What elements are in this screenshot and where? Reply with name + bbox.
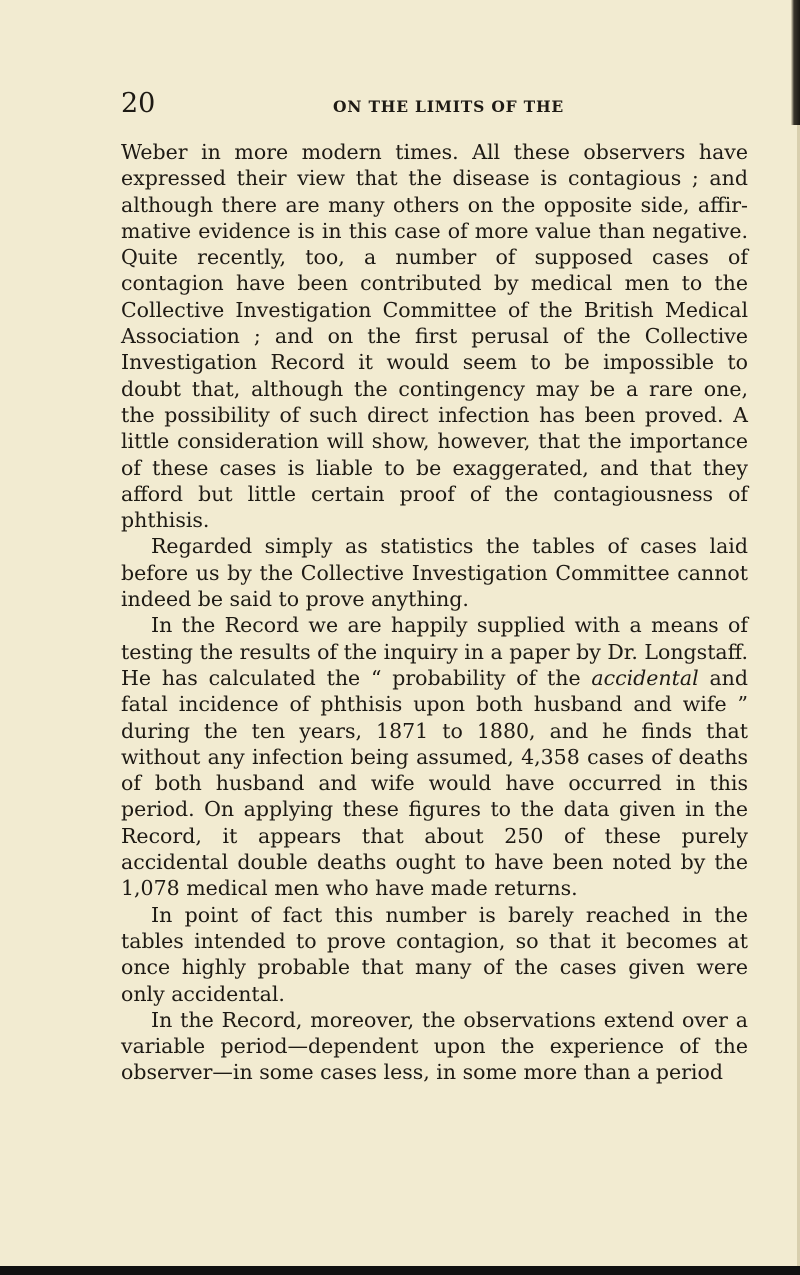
- page-header: [0, 86, 800, 126]
- paragraph-3: [121, 612, 748, 901]
- page-number: 20: [121, 88, 156, 119]
- bottom-edge: [0, 1266, 800, 1275]
- paragraph-2: Regarded simply as statistics the tables of cases laid before us by the Collective Investigation Committee cannot indeed be said to prove anything.: [121, 534, 748, 612]
- paragraph-5: In the Record, moreover, the observations extend over a variable period—dependent upon the experience of the observer—in some cases less, in some more than a period: [121, 1007, 748, 1085]
- paragraph-4: In point of fact this number is barely reached in the tables intended to prove contagion, so that it becomes at once highly probable that many of the cases given were only accidental.: [121, 902, 748, 1006]
- body-text: [121, 139, 748, 1086]
- paragraph-3-start: In the Record we are happily supplied with a means of testing the results of the inquiry in a paper by Dr. Longstaff. He has calculated the “ probability of the: [121, 613, 748, 690]
- italic-word: accidental: [591, 665, 699, 690]
- paragraph-3-rest: and fatal incidence of phthisis upon both husband and wife ” during the ten years, 1871 to 1880, and he finds that without any infection being assumed, 4,358 cases of deaths of both husband and wife would have occurred in this period. On applying these figures to the data given in the Record, it appears that about 250 of these purely accidental double deaths ought to have been noted by the 1,078 medical men who have made returns.: [121, 665, 748, 901]
- paragraph-1: Weber in more modern times. All these observers have expressed their view that the disease is contagious ; and although there are many others on the opposite side, affir-mative evidence is in this case of more value than negative. Quite recently, too, a number of supposed cases of contagion have been contributed by medical men to the Collective Investigation Committee of the British Medical Association ; and on the first perusal of the Collective Investigation Record it would seem to be impossible to doubt that, although the contingency may be a rare one, the possibility of such direct infection has been proved. A little consideration will show, however, that the importance of these cases is liable to be exaggerated, and that they afford but little certain proof of the contagiousness of phthisis.: [121, 140, 748, 533]
- running-title: ON THE LIMITS OF THE: [333, 97, 565, 116]
